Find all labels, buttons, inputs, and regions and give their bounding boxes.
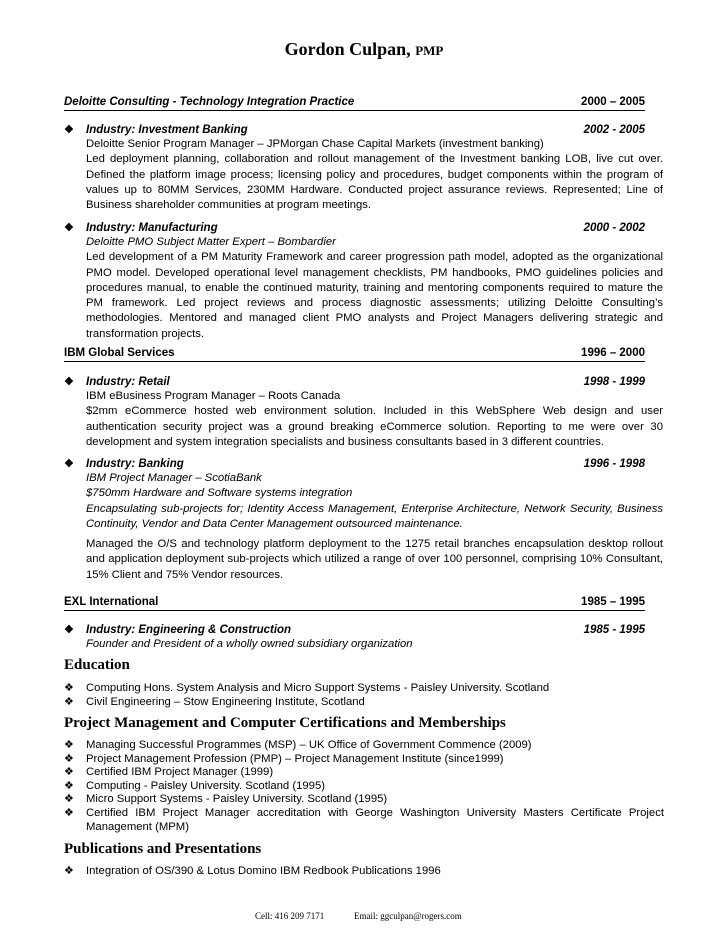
list-item: ❖ Micro Support Systems - Paisley University. Scotland (1995): [64, 793, 388, 806]
engagement-details: [86, 389, 663, 450]
description: $2mm eCommerce hosted web environment solution. Included in this WebSphere Web design and user authentication security project was a ground breaking eCommerce solution. Reporting to me were over 30 development and system integration specialists and business consultants based in 3 different countries.: [86, 405, 663, 448]
engagement-details: [86, 235, 663, 342]
section-heading-publications: Publications and Presentations: [64, 841, 262, 857]
employer-dates: 1996 – 2000: [581, 347, 645, 359]
credential: PMP: [415, 43, 444, 58]
description: Led development of a PM Maturity Framework and career progression path model, adopted as the organizational PMO model. Developed operational level management checklists, PM handbooks, PMO guidelines policies and procedures manual, to enable the continued maturity, training and mentoring components required to mature the PM framework. Led project reviews and process diagnostic assessments; utilizing Deloitte Consulting’s methodologies. Mentored and managed client PMO analysts and Project Managers delivering strategic and transformation projects.: [86, 251, 663, 340]
section-heading-certifications: Project Management and Computer Certifications and Memberships: [64, 715, 506, 731]
description: Managed the O/S and technology platform deployment to the 1275 retail branches encapsulation desktop rollout and application deployment sub-projects which utilized a range of over 100 personnel, comprising 10% Consultant, 15% Client and 75% Vendor resources.: [86, 538, 663, 581]
engagement-details: [86, 137, 663, 213]
diamond-bullet-icon: ❖: [64, 458, 74, 470]
diamond-bullet-icon: ❖: [64, 682, 74, 694]
role: IBM eBusiness Program Manager – Roots Canada: [86, 390, 341, 402]
diamond-bullet-icon: ❖: [64, 624, 74, 636]
engagement-manufacturing: ❖ Industry: Manufacturing 2000 - 2002: [64, 222, 645, 234]
employer-dates: 2000 – 2005: [581, 96, 645, 108]
role: Founder and President of a wholly owned subsidiary organization: [86, 638, 413, 650]
list-item: ❖ Computing Hons. System Analysis and Micro Support Systems - Paisley University. Scotland: [64, 682, 550, 694]
description: Led deployment planning, collaboration and rollout management of the Investment banking LOB, live cut over. Defined the platform image process; licensing policy and procedures, budget components within the program of values up to 80MM Services, 230MM Hardware. Conducted project assurance reviews. Represented; Line of Business shareholder communities at program meetings.: [86, 153, 663, 212]
diamond-bullet-icon: ❖: [64, 793, 74, 806]
certifications-list: [64, 739, 664, 834]
diamond-bullet-icon: ❖: [64, 695, 74, 708]
engagement-details: [86, 471, 663, 532]
diamond-bullet-icon: ❖: [64, 865, 74, 877]
engagement-engineering: ❖ Industry: Engineering & Construction 1985 - 1995: [64, 624, 645, 636]
role: Deloitte Senior Program Manager – JPMorgan Chase Capital Markets (investment banking): [86, 138, 544, 150]
list-item: ❖ Project Management Profession (PMP) – Project Management Institute (since1999): [64, 752, 504, 765]
list-item: ❖ Civil Engineering – Stow Engineering Institute, Scotland: [64, 695, 365, 708]
role: Deloitte PMO Subject Matter Expert – Bombardier: [86, 236, 336, 248]
engagement-banking: ❖ Industry: Banking 1996 - 1998: [64, 458, 645, 470]
description: Encapsulating sub-projects for; Identity Access Management, Enterprise Architecture, Network Security, Business Continuity, Vendor and Data Center Management outsourced maintenance.: [86, 502, 663, 530]
email-address: Email: ggculpan@rogers.com: [354, 911, 462, 921]
section-heading-education: Education: [64, 657, 130, 673]
role: IBM Project Manager – ScotiaBank: [86, 472, 262, 484]
employer-exl: EXL International 1985 – 1995: [64, 594, 645, 611]
list-item: ❖ Computing - Paisley University. Scotland (1995): [64, 779, 326, 792]
employer-dates: 1985 – 1995: [581, 596, 645, 608]
engagement-retail: ❖ Industry: Retail 1998 - 1999: [64, 376, 645, 388]
diamond-bullet-icon: ❖: [64, 752, 74, 765]
list-item: ❖ Certified IBM Project Manager (1999): [64, 766, 274, 779]
diamond-bullet-icon: ❖: [64, 806, 74, 819]
list-item: ❖ Certified IBM Project Manager accreditation with George Washington University Masters Certificate Project Management (MPM): [64, 806, 664, 833]
diamond-bullet-icon: ❖: [64, 222, 74, 234]
employer-deloitte: Deloitte Consulting - Technology Integration Practice 2000 – 2005: [64, 94, 645, 111]
diamond-bullet-icon: ❖: [64, 766, 74, 779]
education-list: [64, 682, 664, 709]
engagement-details: [86, 537, 663, 583]
diamond-bullet-icon: ❖: [64, 779, 74, 792]
list-item: ❖ Managing Successful Programmes (MSP) – UK Office of Government Commence (2009): [64, 739, 532, 751]
list-item: ❖ Integration of OS/390 & Lotus Domino IBM Redbook Publications 1996: [64, 865, 441, 877]
description: $750mm Hardware and Software systems integration: [86, 487, 353, 500]
diamond-bullet-icon: ❖: [64, 739, 74, 751]
cell-phone: Cell: 416 209 7171: [255, 911, 325, 921]
diamond-bullet-icon: ❖: [64, 124, 74, 136]
publications-list: [64, 865, 664, 879]
employer-ibm: IBM Global Services 1996 – 2000: [64, 345, 645, 362]
diamond-bullet-icon: ❖: [64, 376, 74, 388]
resume-name: Gordon Culpan, PMP: [284, 39, 444, 59]
engagement-details: [86, 637, 663, 652]
engagement-investment-banking: ❖ Industry: Investment Banking 2002 - 2005: [64, 124, 645, 136]
